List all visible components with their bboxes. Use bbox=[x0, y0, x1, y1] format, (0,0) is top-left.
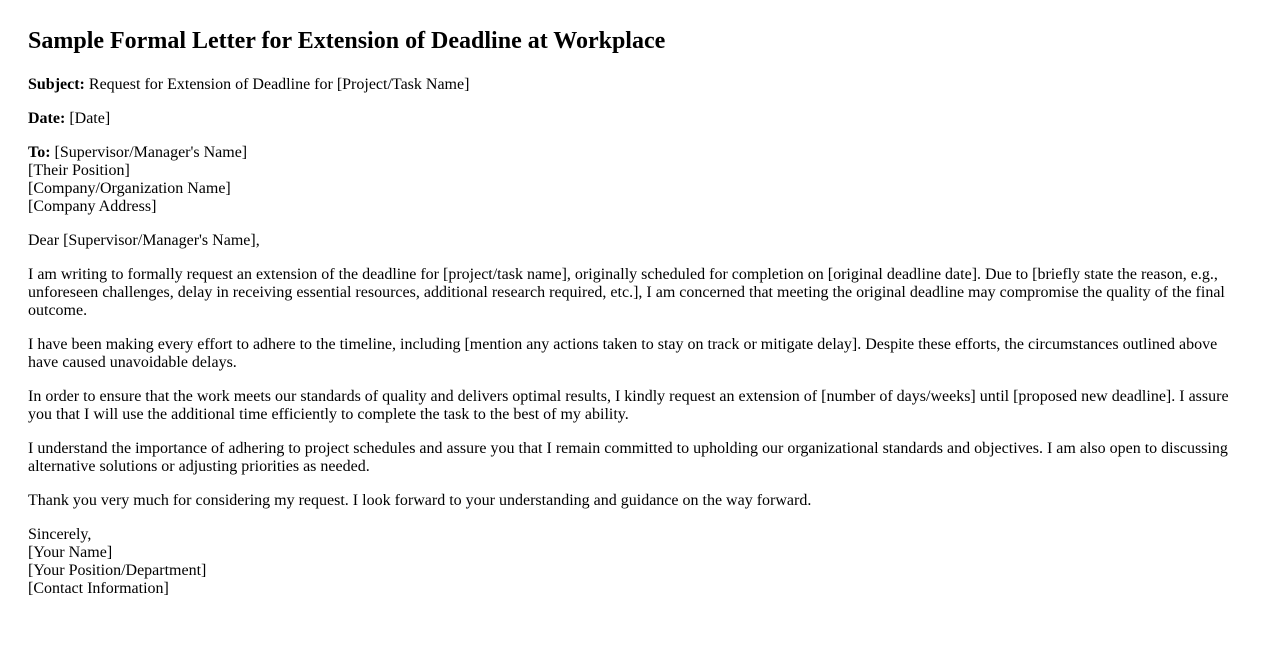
recipient-block bbox=[28, 144, 1250, 216]
to-label: To: bbox=[28, 144, 51, 161]
date-label: Date: bbox=[28, 110, 66, 127]
date-line bbox=[28, 110, 1250, 128]
sender-name: [Your Name] bbox=[28, 544, 113, 561]
salutation: Dear [Supervisor/Manager's Name], bbox=[28, 232, 260, 249]
body-paragraph-4: I understand the importance of adhering to project schedules and assure you that I remain committed to upholding our organizational standards and objectives. I am also open to discussing alternative solutions or adjusting priorities as needed. bbox=[28, 440, 1228, 475]
recipient-position: [Their Position] bbox=[28, 162, 130, 179]
recipient-line bbox=[28, 144, 1250, 162]
date-value: [Date] bbox=[65, 110, 111, 127]
sender-position: [Your Position/Department] bbox=[28, 562, 207, 579]
body-paragraph-2: I have been making every effort to adhere to the timeline, including [mention any actions taken to stay on track or mitigate delay]. Despite these efforts, the circumstances outlined above have caused unavoidable delays. bbox=[28, 336, 1218, 371]
subject-line bbox=[28, 76, 1250, 94]
recipient-address: [Company Address] bbox=[28, 198, 157, 215]
closing-word: Sincerely, bbox=[28, 526, 92, 543]
body-paragraph-3: In order to ensure that the work meets our standards of quality and delivers optimal results, I kindly request an extension of [number of days/weeks] until [proposed new deadline]. I assure you that I will use the additional time efficiently to complete the task to the best of my ability. bbox=[28, 388, 1229, 423]
sender-contact: [Contact Information] bbox=[28, 580, 169, 597]
body-paragraph-5: Thank you very much for considering my request. I look forward to your understanding and guidance on the way forward. bbox=[28, 492, 812, 509]
subject-value: Request for Extension of Deadline for [Project/Task Name] bbox=[84, 76, 470, 93]
subject-label: Subject: bbox=[28, 76, 85, 93]
closing-block bbox=[28, 526, 1250, 598]
recipient-name: [Supervisor/Manager's Name] bbox=[50, 144, 248, 161]
recipient-company: [Company/Organization Name] bbox=[28, 180, 231, 197]
body-paragraph-1: I am writing to formally request an extension of the deadline for [project/task name], originally scheduled for completion on [original deadline date]. Due to [briefly state the reason, e.g., unforeseen challenges, delay in receiving essential resources, additional research required, etc.], I am concerned that meeting the original deadline may compromise the quality of the final outcome. bbox=[28, 266, 1225, 319]
page-title: Sample Formal Letter for Extension of Deadline at Workplace bbox=[28, 28, 666, 54]
